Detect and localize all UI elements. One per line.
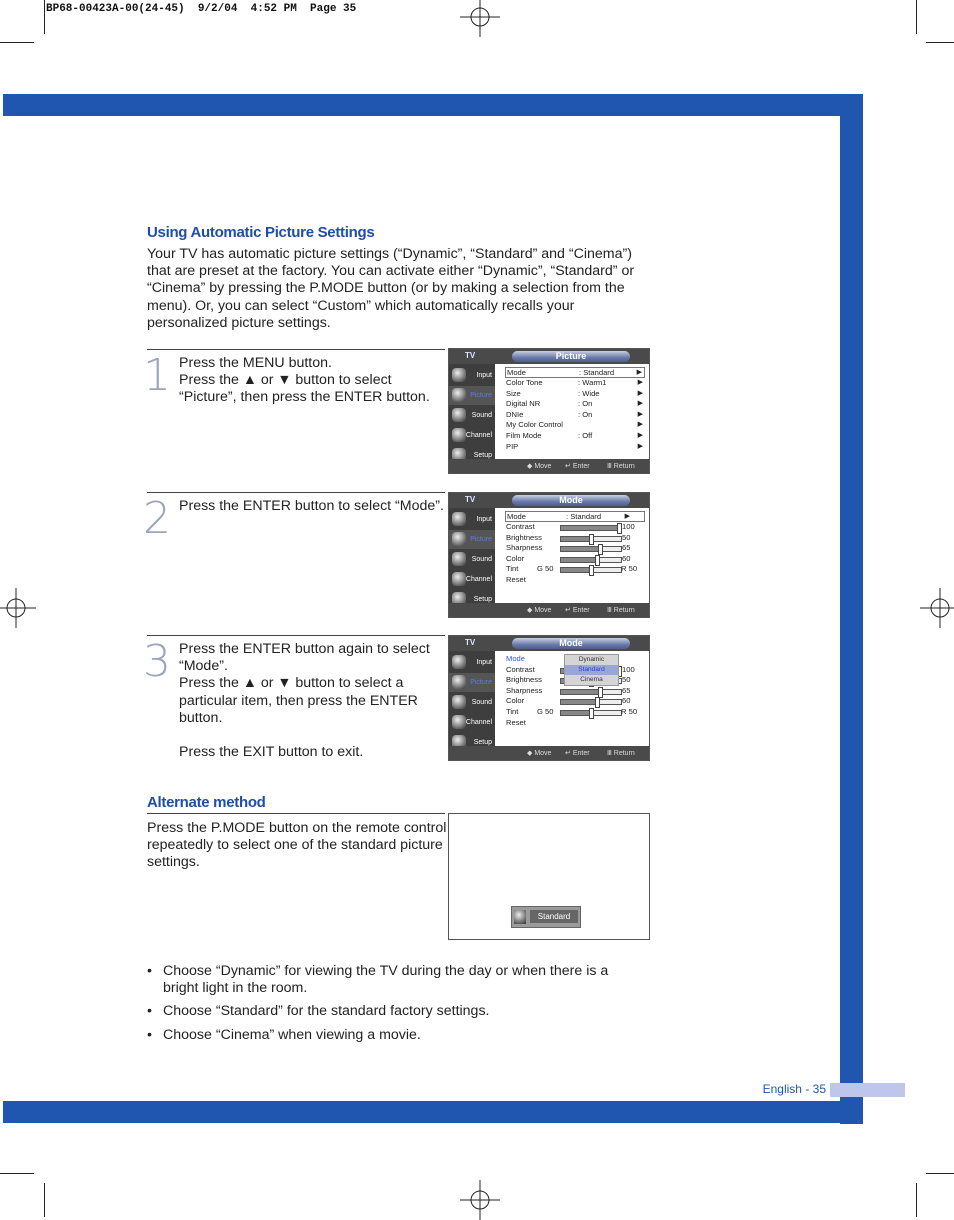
bullet-item: Choose “Cinema” when viewing a movie.: [163, 1026, 421, 1043]
section-divider: [147, 813, 445, 814]
arrow-right-icon: ▶: [624, 513, 630, 520]
arrow-right-icon: ▶: [636, 369, 642, 376]
tv-screen-pmode: [448, 813, 650, 940]
dropdown-option: Cinema: [580, 676, 603, 683]
section-heading: Using Automatic Picture Settings: [147, 224, 375, 241]
section-heading: Alternate method: [147, 794, 266, 811]
registration-mark-icon: [0, 588, 36, 628]
arrow-right-icon: ▶: [637, 389, 643, 397]
sound-icon: [452, 408, 466, 422]
pmode-indicator: Standard: [511, 906, 581, 928]
input-icon: [452, 655, 466, 669]
mode-dropdown: [564, 654, 619, 686]
osd-sidebar: Input Picture Sound Channel Setup: [449, 364, 495, 459]
tv-osd-picture-menu: TV Picture Input Picture Sound Channel Setup Mode : Standard ▶ Color Tone : Warm1 ▶ Size : Wide ▶ Digital NR : On ▶ DNIe : On ▶ My Color Control ▶ Film Mode : Off ▶ PIP ▶ ◆ Move ↵ Enter Ⅲ Return: [448, 348, 650, 474]
dropdown-option-selected: Standard: [565, 665, 618, 675]
arrow-right-icon: ▶: [637, 400, 643, 408]
osd-sidebar: Input Picture Sound Channel Setup: [449, 651, 495, 746]
sound-icon: [452, 552, 466, 566]
step-number: 1: [143, 350, 171, 401]
page-band-right: [840, 94, 863, 1124]
tv-osd-mode-menu: TV Mode Input Picture Sound Channel Setup Mode : Standard ▶ Contrast 100 Brightness 50 Sharpness 65 Color 60 Tint G 50 R 50 Reset ◆ Move ↵ Enter Ⅲ Return: [448, 492, 650, 618]
osd-title: Mode: [512, 638, 630, 649]
slider: [560, 567, 622, 573]
bullet-item: Choose “Standard” for the standard factory settings.: [163, 1003, 490, 1020]
step-number: 2: [143, 493, 171, 544]
picture-icon: [452, 675, 466, 689]
channel-icon: [452, 715, 466, 729]
osd-title: Picture: [512, 351, 630, 362]
page-number: English - 35: [762, 1082, 826, 1096]
arrow-right-icon: ▶: [637, 410, 643, 418]
registration-mark-icon: [460, 1180, 500, 1220]
slider: [560, 689, 622, 695]
osd-sidebar: Input Picture Sound Channel Setup: [449, 508, 495, 603]
picture-icon: [452, 532, 466, 546]
intro-paragraph: Your TV has automatic picture settings (“Dynamic”, “Standard” and “Cinema”) that are preset at the factory. You can activate either “Dynamic”, “Standard” or “Cinema” by pressing the P.MODE button (or by making a selection from the menu). Or, you can select “Custom” which automatically recalls your personalized picture settings.: [147, 246, 635, 331]
crop-mark: [44, 0, 45, 34]
picture-icon: [452, 388, 466, 402]
osd-footer: ◆ Move ↵ Enter Ⅲ Return: [449, 459, 649, 473]
footer-bar: [830, 1083, 905, 1097]
registration-mark-icon: [920, 588, 954, 628]
registration-mark-icon: [460, 0, 500, 37]
bullet-item: Choose “Dynamic” for viewing the TV during the day or when there is a bright light in the room.: [163, 963, 609, 997]
dropdown-option: Dynamic: [578, 656, 605, 663]
slider: [560, 710, 622, 716]
step-text: Press the ENTER button to select “Mode”.: [179, 498, 444, 514]
sound-icon: [452, 695, 466, 709]
channel-icon: [452, 572, 466, 586]
step-text: Press the MENU button. Press the ▲ or ▼ button to select “Picture”, then press the ENTER button.: [179, 355, 430, 406]
step-number: 3: [143, 636, 171, 687]
page-band-bottom: [3, 1101, 863, 1123]
arrow-right-icon: ▶: [637, 379, 643, 386]
picture-icon: [514, 910, 526, 924]
crop-mark: [916, 1183, 917, 1217]
tv-osd-mode-dropdown: TV Mode Input Picture Sound Channel Setup Mode Contrast 100 Brightness 50 Sharpness 65 Color 60 Tint G 50 R 50 Reset Dynamic Standard Cinema ◆ Move ↵ Enter Ⅲ Return: [448, 635, 650, 761]
osd-footer: ◆ Move ↵ Enter Ⅲ Return: [449, 603, 649, 617]
arrow-right-icon: ▶: [637, 442, 643, 450]
slider: [560, 536, 622, 542]
crop-mark: [926, 1173, 954, 1174]
slider: [560, 525, 622, 531]
slider: [560, 557, 622, 563]
alternate-paragraph: Press the P.MODE button on the remote control repeatedly to select one of the standard picture settings.: [147, 820, 447, 871]
crop-mark: [44, 1183, 45, 1217]
slider: [560, 699, 622, 705]
input-icon: [452, 368, 466, 382]
channel-icon: [452, 428, 466, 442]
osd-title: Mode: [512, 495, 630, 506]
osd-footer: ◆ Move ↵ Enter Ⅲ Return: [449, 746, 649, 760]
printer-slug: BP68-00423A-00(24-45) 9/2/04 4:52 PM Page 35: [46, 3, 357, 15]
input-icon: [452, 512, 466, 526]
step-divider: [147, 492, 445, 493]
arrow-right-icon: ▶: [637, 421, 643, 429]
bullet-list: • Choose “Dynamic” for viewing the TV during the day or when there is a bright light in the room. • Choose “Standard” for the standard factory settings. • Choose “Cinema” when viewing a movie.: [147, 963, 609, 1043]
crop-mark: [0, 42, 34, 43]
arrow-right-icon: ▶: [637, 431, 643, 439]
crop-mark: [926, 42, 954, 43]
step-divider: [147, 635, 445, 636]
step-text: Press the ENTER button again to select “Mode”. Press the ▲ or ▼ button to select a particular item, then press the ENTER button. Press the EXIT button to exit.: [179, 641, 430, 761]
page-band-top: [3, 94, 863, 116]
step-divider: [147, 349, 445, 350]
crop-mark: [916, 0, 917, 34]
slider: [560, 546, 622, 552]
crop-mark: [0, 1173, 34, 1174]
